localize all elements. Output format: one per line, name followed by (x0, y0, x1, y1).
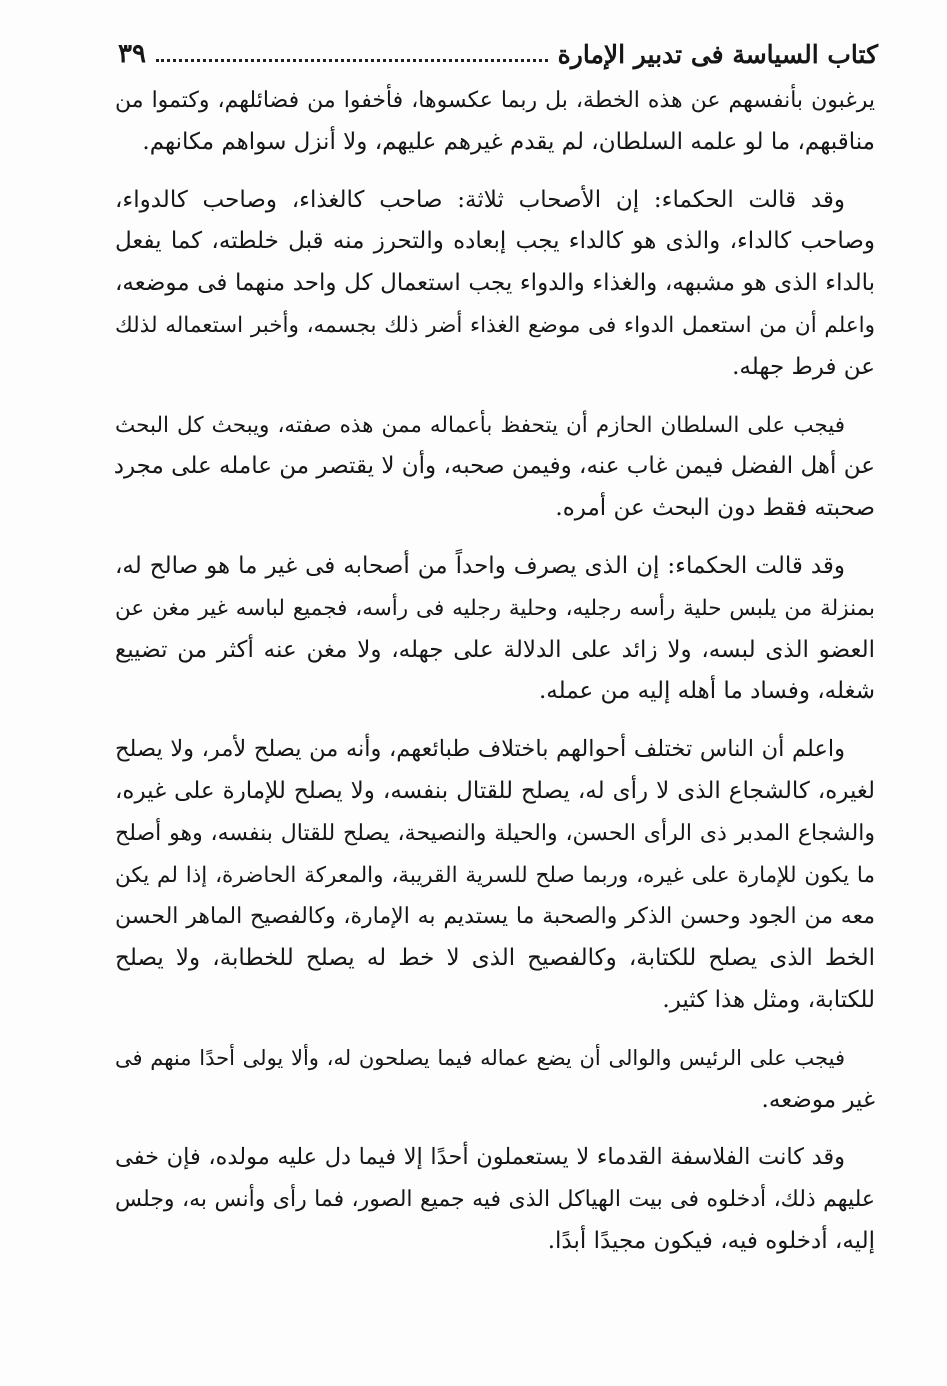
paragraph (115, 546, 875, 713)
text-line: واعلم أن من استعمل الدواء فى موضع الغذاء أضر ذلك بجسمه، وأخبر استعماله لذلك (115, 312, 875, 338)
header-title: كتاب السياسة فى تدبير الإمارة (557, 39, 878, 69)
running-header (118, 34, 878, 74)
text-line: معه من الجود وحسن الذكر والصحبة ما يستديم به الإمارة، وكالفصيح الماهر الحسن (115, 904, 875, 930)
paragraph (115, 180, 875, 389)
text-line: عليهم ذلك، أدخلوه فى بيت الهياكل الذى فيه جميع الصور، فما رأى وأنس به، وجلس (115, 1187, 875, 1213)
text-line: غير موضعه. (761, 1086, 875, 1113)
text-line: وقد قالت الحكماء: إن الذى يصرف واحداً من أصحابه فى غير ما هو صالح له، (115, 552, 845, 579)
body-text (115, 80, 875, 1279)
text-line: عن فرط جهله. (732, 353, 875, 380)
text-line: يرغبون بأنفسهم عن هذه الخطة، بل ربما عكسوها، فأخفوا من فضائلهم، وكتموا من (115, 88, 875, 113)
text-line: شغله، وفساد ما أهله إليه من عمله. (538, 678, 875, 705)
text-line: صحبته فقط دون البحث عن أمره. (555, 495, 875, 522)
text-line: فيجب على السلطان الحازم أن يتحفظ بأعماله ممن هذه صفته، ويبحث كل البحث (115, 412, 845, 438)
text-line: وقد كانت الفلاسفة القدماء لا يستعملون أحدًا إلا فيما دل عليه مولده، فإن خفى (115, 1144, 845, 1171)
paragraph (115, 729, 875, 1022)
text-line: إليه، أدخلوه فيه، فيكون مجيدًا أبدًا. (547, 1227, 875, 1254)
text-line: بمنزلة من يلبس حلية رأسه رجليه، وحلية رجليه فى رأسه، فجميع لباسه غير مغن عن (115, 595, 875, 621)
text-line: لغيره، كالشجاع الذى لا رأى له، يصلح للقتال بنفسه، ولا يصلح للإمارة على غيره، (115, 777, 875, 804)
header-dot-leader (156, 59, 548, 62)
text-line: العضو الذى لبسه، ولا زائد على الدلالة على جهله، ولا مغن عنه أكثر من تضييع (115, 636, 875, 663)
paragraph (115, 1137, 875, 1262)
text-line: والشجاع المدبر ذى الرأى الحسن، والحيلة والنصيحة، يصلح للقتال بنفسه، وهو أصلح (115, 820, 875, 846)
text-line: عن أهل الفضل فيمن غاب عنه، وفيمن صحبه، وأن لا يقتصر من عامله على مجرد (113, 453, 875, 480)
text-line: للكتابة، ومثل هذا كثير. (662, 986, 875, 1013)
text-line: مناقبهم، ما لو علمه السلطان، لم يقدم غيرهم عليهم، ولا أنزل سواهم مكانهم. (142, 128, 875, 155)
page-number: ٣٩ (118, 39, 146, 69)
text-line: الخط الذى يصلح للكتابة، وكالفصيح الذى لا خط له يصلح للخطابة، ولا يصلح (115, 945, 875, 972)
paragraph (115, 405, 875, 530)
text-line: وصاحب كالداء، والذى هو كالداء يجب إبعاده والتحرز منه قبل خلطته، كما يفعل (115, 228, 875, 255)
text-line: واعلم أن الناس تختلف أحوالهم باختلاف طبائعهم، وأنه من يصلح لأمر، ولا يصلح (115, 736, 845, 763)
text-line: بالداء الذى هو مشبهه، والغذاء والدواء يجب استعمال كل واحد منهما فى موضعه، (115, 270, 875, 297)
paragraph (115, 80, 875, 164)
text-line: وقد قالت الحكماء: إن الأصحاب ثلاثة: صاحب كالغذاء، وصاحب كالدواء، (115, 186, 845, 213)
paragraph (115, 1038, 875, 1122)
text-line: ما يكون للإمارة على غيره، وربما صلح للسرية القريبة، والمعركة الحاضرة، إذا لم يكن (115, 862, 875, 888)
text-line: فيجب على الرئيس والوالى أن يضع عماله فيما يصلحون له، وألا يولى أحدًا منهم فى (115, 1045, 845, 1070)
